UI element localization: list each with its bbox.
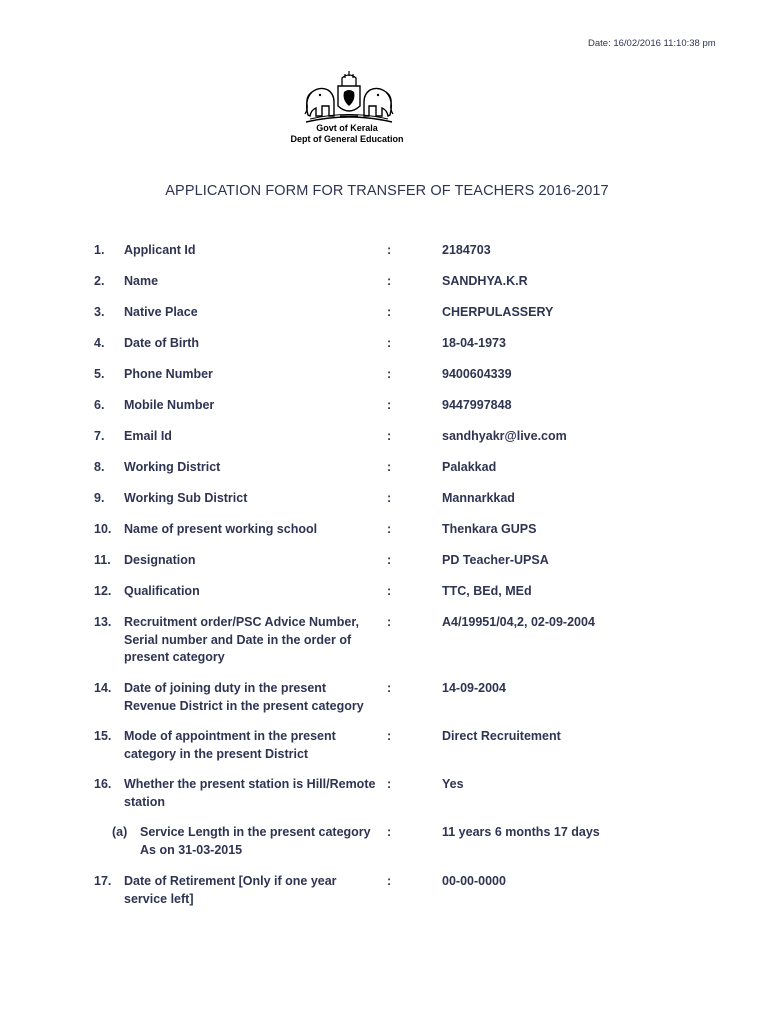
field-value: TTC, BEd, MEd <box>442 584 532 598</box>
print-date: Date: 16/02/2016 11:10:38 pm <box>588 38 716 49</box>
issuing-authority <box>247 123 447 145</box>
kerala-emblem-icon <box>298 70 400 126</box>
field-separator: : <box>387 553 392 567</box>
field-value: CHERPULASSERY <box>442 305 554 319</box>
field-value: A4/19951/04,2, 02-09-2004 <box>442 615 595 629</box>
field-value: 2184703 <box>442 243 491 257</box>
field-label: Date of Birth <box>124 336 199 350</box>
field-number: 5. <box>94 367 105 381</box>
field-separator: : <box>387 874 392 888</box>
field-separator: : <box>387 729 392 743</box>
field-separator: : <box>387 367 392 381</box>
field-value: 18-04-1973 <box>442 336 506 350</box>
field-value: 00-00-0000 <box>442 874 506 888</box>
field-separator: : <box>387 429 392 443</box>
field-value: SANDHYA.K.R <box>442 274 528 288</box>
field-value: sandhyakr@live.com <box>442 429 567 443</box>
field-separator: : <box>387 584 392 598</box>
field-separator: : <box>387 336 392 350</box>
field-label: Applicant Id <box>124 243 196 257</box>
field-number: 9. <box>94 491 105 505</box>
field-separator: : <box>387 522 392 536</box>
field-value: Palakkad <box>442 460 497 474</box>
field-label: Recruitment order/PSC Advice Number, Serial number and Date in the order of present category <box>124 615 360 664</box>
field-value: 14-09-2004 <box>442 681 506 695</box>
field-label: Designation <box>124 553 196 567</box>
field-label: Service Length in the present category As on 31-03-2015 <box>140 825 371 857</box>
field-number: 14. <box>94 681 112 695</box>
field-separator: : <box>387 825 392 839</box>
field-number: 17. <box>94 874 112 888</box>
field-separator: : <box>387 274 392 288</box>
field-separator: : <box>387 681 392 695</box>
dept-name: Dept of General Education <box>290 134 404 144</box>
field-separator: : <box>387 460 392 474</box>
field-number: 16. <box>94 777 112 791</box>
field-value: PD Teacher-UPSA <box>442 553 549 567</box>
field-label: Mode of appointment in the present category in the present District <box>124 729 336 761</box>
field-label: Phone Number <box>124 367 213 381</box>
field-number: (a) <box>112 825 128 839</box>
field-separator: : <box>387 305 392 319</box>
field-value: Direct Recruitement <box>442 729 561 743</box>
field-separator: : <box>387 398 392 412</box>
page-title: APPLICATION FORM FOR TRANSFER OF TEACHERS 2016-2017 <box>165 183 609 199</box>
field-number: 10. <box>94 522 112 536</box>
field-label: Native Place <box>124 305 198 319</box>
field-label: Name <box>124 274 159 288</box>
field-label: Date of Retirement [Only if one year service left] <box>124 874 337 906</box>
field-separator: : <box>387 777 392 791</box>
field-number: 12. <box>94 584 112 598</box>
field-label: Working Sub District <box>124 491 248 505</box>
field-label: Whether the present station is Hill/Remote station <box>124 777 376 809</box>
field-number: 4. <box>94 336 105 350</box>
field-number: 2. <box>94 274 105 288</box>
field-value: 9447997848 <box>442 398 512 412</box>
govt-name: Govt of Kerala <box>316 123 378 133</box>
field-value: Yes <box>442 777 464 791</box>
field-separator: : <box>387 243 392 257</box>
field-number: 1. <box>94 243 105 257</box>
field-value: Thenkara GUPS <box>442 522 537 536</box>
field-value: 11 years 6 months 17 days <box>442 825 600 839</box>
field-number: 15. <box>94 729 112 743</box>
field-number: 6. <box>94 398 105 412</box>
field-label: Date of joining duty in the present Revenue District in the present category <box>124 681 364 713</box>
field-label: Mobile Number <box>124 398 215 412</box>
field-number: 11. <box>94 553 111 567</box>
field-separator: : <box>387 491 392 505</box>
field-number: 7. <box>94 429 105 443</box>
field-label: Qualification <box>124 584 200 598</box>
field-label: Name of present working school <box>124 522 318 536</box>
field-value: 9400604339 <box>442 367 512 381</box>
field-number: 3. <box>94 305 105 319</box>
field-separator: : <box>387 615 392 629</box>
field-number: 13. <box>94 615 112 629</box>
field-value: Mannarkkad <box>442 491 515 505</box>
field-number: 8. <box>94 460 105 474</box>
field-label: Working District <box>124 460 221 474</box>
field-label: Email Id <box>124 429 172 443</box>
